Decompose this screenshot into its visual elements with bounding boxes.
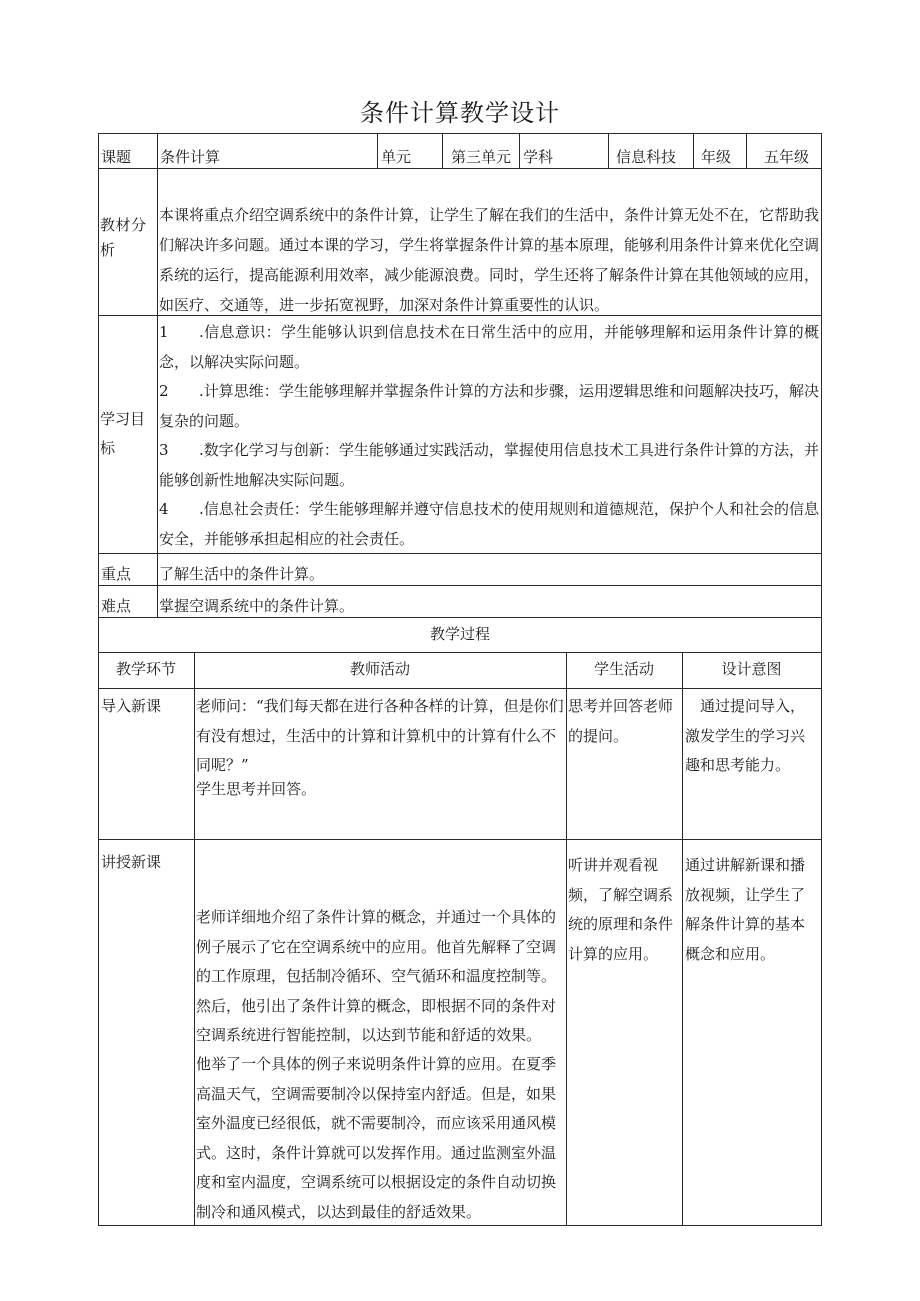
objective-item	[159, 317, 819, 377]
table-border-left	[98, 133, 99, 1226]
objective-item	[159, 494, 819, 554]
header-teacher: 教师活动	[349, 660, 410, 678]
analysis-text: 本课将重点介绍空调系统中的条件计算，让学生了解在我们的生活中，条件计算无处不在，它帮助我们解决许多问题。通过本课的学习，学生将掌握条件计算的基本原理，能够利用条件计算来优化空调系统的运行，提高能源利用效率，减少能源浪费。同时，学生还将了解条件计算在其他领域的应用，如医疗、交通等，进一步拓宽视野，加深对条件计算重要性的认识。	[159, 206, 820, 314]
objective-number: 1	[159, 323, 169, 341]
page-title: 条件计算教学设计	[360, 99, 560, 127]
objective-item	[159, 435, 819, 495]
objective-text: .计算思维：学生能够理解并掌握条件计算的方法和步骤，运用逻辑思维和问题解决技巧，解决复杂的问题。	[159, 382, 819, 430]
objective-text: .信息社会责任：学生能够理解并遵守信息技术的使用规则和道德规范，保护个人和社会的信息安全，并能够承担起相应的社会责任。	[159, 500, 819, 548]
teacher-activity-extra: 学生思考并回答。	[196, 780, 317, 798]
design-intent: 通过提问导入，激发学生的学习兴趣和思考能力。	[685, 697, 806, 774]
key-point-text: 了解生活中的条件计算。	[159, 565, 325, 583]
column-divider	[519, 133, 520, 168]
design-intent: 通过讲解新课和播放视频，让学生了解条件计算的基本概念和应用。	[685, 856, 806, 963]
teacher-activity-extra: 他举了一个具体的例子来说明条件计算的应用。在夏季高温天气，空调需要制冷以保持室内舒适。但是，如果室外温度已经很低，就不需要制冷，而应该采用通风模式。这时，条件计算就可以发挥作用。通过监测室外温度和室内温度，空调系统可以根据设定的条件自动切换制冷和通风模式，以达到最佳的舒适效果。	[196, 1055, 557, 1221]
key-point-label: 重点	[101, 565, 132, 583]
header-student: 学生活动	[593, 660, 654, 678]
analysis-label: 教材分析	[100, 216, 147, 259]
header-stage: 教学环节	[115, 660, 176, 678]
difficulty-label: 难点	[101, 597, 132, 615]
grade-label: 年级	[701, 148, 732, 166]
column-divider	[693, 133, 694, 168]
grade-value: 五年级	[764, 148, 810, 166]
column-divider	[746, 133, 747, 168]
objective-text: .数字化学习与创新：学生能够通过实践活动，掌握使用信息技术工具进行条件计算的方法，并能够创新性地解决实际问题。	[159, 441, 819, 489]
row-divider	[98, 688, 822, 689]
unit-value: 第三单元	[451, 148, 512, 166]
row-divider	[98, 839, 822, 840]
column-divider	[566, 652, 567, 1226]
teacher-activity: 老师问：“我们每天都在进行各种各样的计算，但是你们有没有想过，生活中的计算和计算机中的计算有什么不同呢？”	[196, 697, 564, 774]
table-border-top	[98, 133, 822, 134]
column-divider	[377, 133, 378, 168]
column-divider	[194, 652, 195, 1226]
row-divider	[98, 585, 822, 586]
difficulty-text: 掌握空调系统中的条件计算。	[159, 597, 355, 615]
row-divider	[98, 617, 822, 618]
objective-number: 2	[159, 382, 169, 400]
objective-item	[159, 376, 819, 436]
stage-cell: 导入新课	[101, 697, 162, 715]
stage-cell: 讲授新课	[101, 853, 162, 871]
subject-label: 学科	[523, 148, 554, 166]
column-divider	[608, 133, 609, 168]
process-title: 教学过程	[429, 625, 490, 643]
objectives-label: 学习目标	[100, 410, 146, 457]
student-activity: 听讲并观看视频，了解空调系统的原理和条件计算的应用。	[568, 856, 674, 963]
row-divider	[98, 652, 822, 653]
objective-number: 4	[159, 500, 169, 518]
lesson-plan-table	[98, 133, 822, 1226]
column-divider	[442, 133, 443, 168]
teacher-activity: 老师详细地介绍了条件计算的概念，并通过一个具体的例子展示了它在空调系统中的应用。他首先解释了空调的工作原理，包括制冷循环、空气循环和温度控制等。然后，他引出了条件计算的概念，即根据不同的条件对空调系统进行智能控制，以达到节能和舒适的效果。	[196, 908, 557, 1044]
table-border-right	[821, 133, 822, 1226]
header-intent: 设计意图	[721, 660, 782, 678]
column-divider	[682, 652, 683, 1226]
subject-value: 信息科技	[616, 148, 677, 166]
student-activity: 思考并回答老师的提问。	[568, 697, 674, 745]
course-value: 条件计算	[160, 148, 221, 166]
course-label: 课题	[101, 148, 132, 166]
column-divider	[157, 133, 158, 617]
row-divider	[98, 168, 822, 169]
objective-text: .信息意识：学生能够认识到信息技术在日常生活中的应用，并能够理解和运用条件计算的概念，以解决实际问题。	[159, 323, 819, 371]
objective-number: 3	[159, 441, 169, 459]
unit-label: 单元	[381, 148, 412, 166]
